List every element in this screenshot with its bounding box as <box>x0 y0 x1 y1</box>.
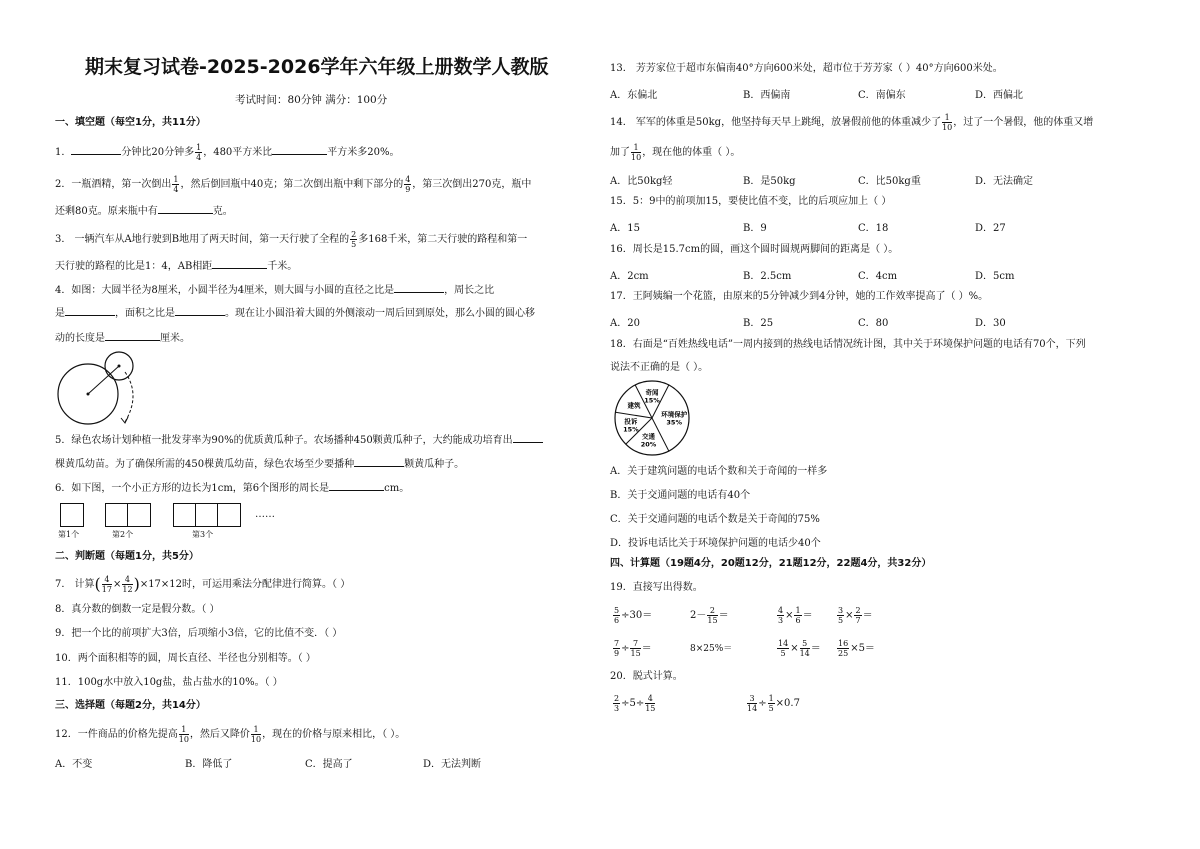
option-d[interactable]: D．西偏北 <box>975 90 1024 101</box>
pie-label-4: 建筑 <box>627 401 641 410</box>
option-b[interactable]: B．关于交通问题的电话有40个 <box>610 490 751 501</box>
question-14-line2: 加了 $\frac{1}{10}$ ，现在他的体重（ ）。 <box>610 143 741 162</box>
option-a[interactable]: A．15 <box>610 223 640 234</box>
question-16: 16．周长是15.7cm的圆，画这个圆时圆规两脚间的距离是（ ）。 <box>610 244 899 255</box>
option-c[interactable]: C．南偏东 <box>858 90 906 101</box>
answer-blank[interactable] <box>175 305 225 316</box>
answer-blank[interactable] <box>71 144 121 155</box>
pie-label-2: 20% <box>640 440 657 449</box>
option-b[interactable]: B．9 <box>743 223 767 234</box>
question-18: 18．右面是“百姓热线电话”一周内接到的热线电话情况统计图，其中关于环境保护问题的电话有70个，下列 <box>610 339 1086 350</box>
pie-label-1: 35% <box>666 418 682 427</box>
question-5-line2: 棵黄瓜幼苗。为了确保所需的450棵黄瓜幼苗，绿色农场至少要播种 颗黄瓜种子。 <box>55 456 464 472</box>
question-9: 9．把一个比的前项扩大3倍，后项缩小3倍，它的比值不变．（ ） <box>55 628 343 639</box>
square <box>105 503 129 527</box>
answer-blank[interactable] <box>329 480 384 491</box>
calc-item: 2－ $\frac{2}{15}$ ＝ <box>690 606 729 625</box>
question-18-line2: 说法不正确的是（ ）。 <box>610 362 709 373</box>
option-d[interactable]: D．27 <box>975 223 1006 234</box>
ellipsis: …… <box>255 509 275 520</box>
answer-blank[interactable] <box>513 432 543 443</box>
option-d[interactable]: D．投诉电话比关于环境保护问题的电话少40个 <box>610 538 821 549</box>
question-14: 14． 军军的体重是50kg，他坚持每天早上跳绳，放暑假前他的体重减少了 $\frac{1}{10}$ ，过了一个暑假，他的体重又增 <box>610 113 1094 132</box>
question-11: 11．100g水中放入10g盐，盐占盐水的10%。（ ） <box>55 677 283 688</box>
option-d[interactable]: D．无法确定 <box>975 176 1034 187</box>
pie-label-2: 交通 <box>642 432 656 441</box>
question-15: 15．5：9中的前项加15，要使比值不变，比的后项应加上（ ） <box>610 196 892 207</box>
option-d[interactable]: D．无法判断 <box>423 759 482 770</box>
figure-label: 第1个 <box>58 530 80 539</box>
figure-label: 第3个 <box>192 530 214 539</box>
option-a[interactable]: A．东偏北 <box>610 90 658 101</box>
calc-item: $\frac{4}{3}$ × $\frac{1}{6}$ ＝ <box>778 606 813 625</box>
page-title: 期末复习试卷-2025-2026学年六年级上册数学人教版 <box>85 56 549 78</box>
question-6: 6．如下图，一个小正方形的边长为1cm，第6个图形的周长是 cm。 <box>55 480 409 496</box>
section-multiple-choice: 三、选择题（每题2分，共14分） <box>55 700 206 711</box>
question-12: 12．一件商品的价格先提高 $\frac{1}{10}$ ，然后又降价 $\frac{1}{10}$ ，现在的价格与原来相比，（ ）。 <box>55 725 406 744</box>
calc-item: $\frac{3}{5}$ × $\frac{2}{7}$ ＝ <box>838 606 873 625</box>
calc-item: 8×25%＝ <box>690 644 733 654</box>
answer-blank[interactable] <box>212 258 267 269</box>
pie-label-3: 15% <box>623 425 639 434</box>
question-1: 1． 分钟比20分钟多 $\frac{1}{4}$ ，480平方米比 平方米多20%。 <box>55 143 400 162</box>
option-c[interactable]: C．关于交通问题的电话个数是关于奇闻的75% <box>610 514 820 525</box>
calc-item: $\frac{5}{6}$ ÷30＝ <box>614 606 653 625</box>
question-4: 4．如图：大圆半径为8厘米，小圆半径为4厘米，则大圆与小圆的直径之比是 ，周长之比 <box>55 282 494 298</box>
option-c[interactable]: C．比50kg重 <box>858 176 921 187</box>
section-calculation: 四、计算题（19题4分，20题12分，21题12分，22题4分，共32分） <box>610 558 932 569</box>
option-b[interactable]: B．25 <box>743 318 774 329</box>
option-a[interactable]: A．20 <box>610 318 640 329</box>
question-4-line3: 动的长度是 厘米。 <box>55 330 190 346</box>
square <box>195 503 219 527</box>
option-a[interactable]: A．不变 <box>55 759 93 770</box>
calc-item: $\frac{7}{9}$ ÷ $\frac{7}{15}$ ＝ <box>614 639 652 658</box>
rolling-path <box>125 372 133 422</box>
option-b[interactable]: B．2.5cm <box>743 271 792 282</box>
option-c[interactable]: C．提高了 <box>305 759 353 770</box>
calc-item: $\frac{14}{5}$ × $\frac{5}{14}$ ＝ <box>778 639 821 658</box>
option-c[interactable]: C．4cm <box>858 271 898 282</box>
answer-blank[interactable] <box>65 305 115 316</box>
pie-chart <box>612 378 692 458</box>
option-b[interactable]: B．降低了 <box>185 759 233 770</box>
option-a[interactable]: A．2cm <box>610 271 649 282</box>
question-17: 17．王阿姨编一个花篮，由原来的5分钟减少到4分钟，她的工作效率提高了（ ）%。 <box>610 291 989 302</box>
calc-item: $\frac{16}{25}$ ×5＝ <box>838 639 875 658</box>
pie-label-0: 15% <box>644 396 660 405</box>
option-a[interactable]: A．比50kg轻 <box>610 176 673 187</box>
option-a[interactable]: A．关于建筑问题的电话个数和关于奇闻的一样多 <box>610 466 828 477</box>
section-fill-in: 一、填空题（每空1分，共11分） <box>55 117 206 128</box>
option-b[interactable]: B．是50kg <box>743 176 796 187</box>
circles-figure <box>55 350 145 425</box>
question-4-line2: 是 ，面积之比是 。现在让小圆沿着大圆的外侧滚动一周后回到原处，那么小圆的圆心移 <box>55 305 535 321</box>
question-7: 7． 计算( $\frac{4}{17}$ × $\frac{4}{12}$ )×17×12时，可运用乘法分配律进行简算。（ ） <box>55 574 351 594</box>
question-3-line2: 天行驶的路程的比是1：4，AB相距 千米。 <box>55 258 297 274</box>
question-19: 19．直接写出得数。 <box>610 582 703 593</box>
arrow-head <box>121 417 128 423</box>
calc-item: $\frac{2}{3}$ ÷5÷ $\frac{4}{15}$ <box>614 694 656 713</box>
square <box>127 503 151 527</box>
pie-label-1: 环境保护 <box>661 410 688 419</box>
option-d[interactable]: D．5cm <box>975 271 1015 282</box>
question-20: 20．脱式计算。 <box>610 671 683 682</box>
option-d[interactable]: D．30 <box>975 318 1006 329</box>
option-b[interactable]: B．西偏南 <box>743 90 791 101</box>
question-13: 13． 芳芳家位于超市东偏南40°方向600米处，超市位于芳芳家（ ）40°方向600米处。 <box>610 63 1003 74</box>
pie-label-3: 投诉 <box>624 417 638 426</box>
option-c[interactable]: C．18 <box>858 223 889 234</box>
question-2-line2: 还剩80克。原来瓶中有 克。 <box>55 203 233 219</box>
answer-blank[interactable] <box>158 203 213 214</box>
question-3: 3． 一辆汽车从A地行驶到B地用了两天时间，第一天行驶了全程的 $\frac{2}{5}$ 多168千米，第二天行驶的路程和第一 <box>55 230 528 249</box>
small-center-dot <box>118 365 121 368</box>
answer-blank[interactable] <box>105 330 160 341</box>
large-center-dot <box>87 393 90 396</box>
question-2: 2．一瓶酒精，第一次倒出 $\frac{1}{4}$ ，然后倒回瓶中40克；第二次倒出瓶中剩下部分的 $\frac{4}{9}$ ，第三次倒出270克，瓶中 <box>55 175 532 194</box>
question-5: 5．绿色农场计划种植一批发芽率为90%的优质黄瓜种子。农场播种450颗黄瓜种子，大约能成功培育出 <box>55 432 543 448</box>
question-10: 10．两个面积相等的圆，周长直径、半径也分别相等。（ ） <box>55 653 316 664</box>
square <box>173 503 197 527</box>
pie-label-0: 奇闻 <box>645 388 659 397</box>
option-c[interactable]: C．80 <box>858 318 889 329</box>
question-8: 8．真分数的倒数一定是假分数。（ ） <box>55 604 220 615</box>
square <box>60 503 84 527</box>
answer-blank[interactable] <box>354 456 404 467</box>
square <box>217 503 241 527</box>
figure-label: 第2个 <box>112 530 134 539</box>
answer-blank[interactable] <box>272 144 327 155</box>
calc-item: $\frac{3}{14}$ ÷ $\frac{1}{5}$ ×0.7 <box>747 694 800 713</box>
answer-blank[interactable] <box>394 282 444 293</box>
section-true-false: 二、判断题（每题1分，共5分） <box>55 551 199 562</box>
exam-info: 考试时间：80分钟 满分：100分 <box>235 94 388 106</box>
